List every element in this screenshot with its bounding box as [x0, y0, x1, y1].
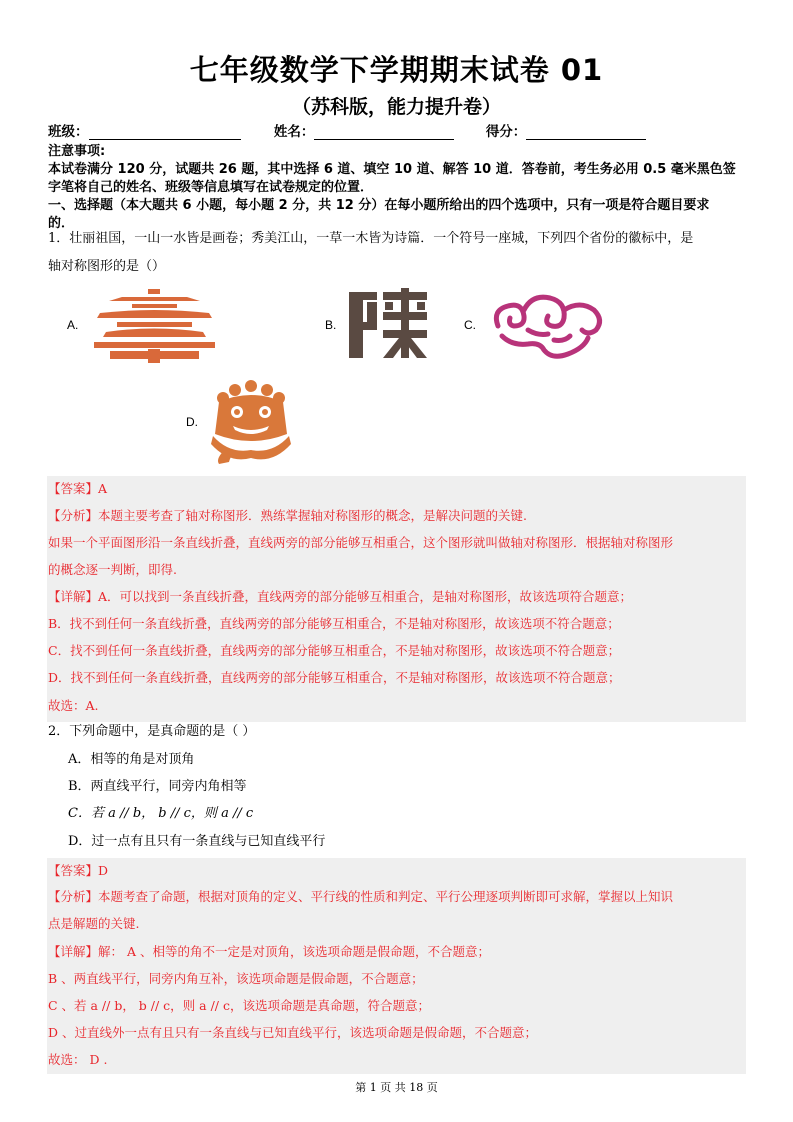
notice-line-2: 字笔将自己的姓名、班级等信息填写在试卷规定的位置．	[48, 180, 374, 195]
q2-answer: 【答案】D	[48, 863, 109, 878]
name-label: 姓名：	[273, 124, 315, 140]
q2-detail-line-2: B 、两直线平行，同旁内角互补，该选项命题是假命题，不合题意；	[48, 971, 424, 986]
name-field[interactable]	[314, 125, 454, 140]
q1-detail-line-3: C．找不到任何一条直线折叠，直线两旁的部分能够互相重合，不是轴对称图形，故该选项不符合题意；	[48, 643, 621, 658]
section-heading-line-1: 一、选择题（本大题共 6 小题，每小题 2 分，共 12 分）在每小题所给出的四个选项中，只有一项是符合题目要求	[48, 198, 710, 213]
page-footer: 第 1 页 共 18 页	[355, 1081, 438, 1094]
q1-answer: 【答案】A	[48, 481, 108, 496]
class-label: 班级：	[48, 124, 89, 140]
q2-analysis-line-2: 点是解题的关键.	[48, 916, 140, 931]
q1-detail-line-4: D．找不到任何一条直线折叠，直线两旁的部分能够互相重合，不是轴对称图形，故该选项不符合题意；	[48, 670, 621, 685]
class-field[interactable]	[89, 125, 241, 140]
q2-analysis-line-1: 【分析】本题考查了命题，根据对顶角的定义、平行线的性质和判定、平行公理逐项判断即可求解，掌握以上知识	[48, 889, 674, 904]
q2-detail-line-3: C 、若 a // b， b // c，则 a // c，该选项命题是真命题，符合题意；	[48, 998, 430, 1013]
score-label: 得分：	[485, 124, 527, 140]
q1-detail-line-2: B．找不到任何一条直线折叠，直线两旁的部分能够互相重合，不是轴对称图形，故该选项不符合题意；	[48, 616, 620, 631]
pagoda-logo-icon	[92, 287, 217, 363]
notice-heading: 注意事项:	[48, 144, 106, 159]
q1-analysis-line-2: 如果一个平面图形沿一条直线折叠，直线两旁的部分能够互相重合，这个图形就叫做轴对称图形．根据轴对称图形	[48, 535, 674, 550]
q2-option-d: D．过一点有且只有一条直线与已知直线平行	[68, 834, 326, 849]
student-info-row	[48, 120, 646, 140]
notice-line-1: 本试卷满分 120 分，试题共 26 题，其中选择 6 道、填空 10 道、解答 10 道．答卷前，考生务必用 0.5 毫米黑色签	[48, 162, 736, 177]
shaanxi-logo-icon	[345, 288, 431, 362]
q1-conclusion: 故选：A.	[48, 698, 99, 713]
q1-detail-line-1: 【详解】A．可以找到一条直线折叠，直线两旁的部分能够互相重合，是轴对称图形，故该选项符合题意；	[48, 589, 633, 604]
q1-option-c-label: C.	[464, 318, 476, 332]
q1-stem-line-2: 轴对称图形的是（）	[48, 259, 166, 274]
cloud-logo-icon	[488, 290, 608, 362]
q1-analysis-line-1: 【分析】本题主要考查了轴对称图形．熟练掌握轴对称图形的概念，是解决问题的关键.	[48, 508, 527, 523]
q1-option-b-label: B.	[325, 318, 337, 332]
q2-conclusion: 故选： D .	[48, 1052, 108, 1067]
q1-option-d-label: D.	[186, 415, 198, 429]
q1-stem-line-1: 1．壮丽祖国，一山一水皆是画卷；秀美江山，一草一木皆为诗篇．一个符号一座城，下列四个省份的徽标中，是	[48, 231, 694, 246]
q2-detail-line-4: D 、过直线外一点有且只有一条直线与已知直线平行，该选项命题是假命题，不合题意；	[48, 1025, 537, 1040]
page-title: 七年级数学下学期期末试卷 01	[189, 53, 604, 87]
section-heading-line-2: 的．	[48, 216, 75, 231]
q2-option-a: A．相等的角是对顶角	[68, 752, 195, 767]
score-field[interactable]	[526, 125, 646, 140]
page-subtitle: （苏科版，能力提升卷）	[291, 96, 501, 118]
q2-detail-line-1: 【详解】解： A 、相等的角不一定是对顶角，该选项命题是假命题，不合题意；	[48, 944, 490, 959]
q1-analysis-line-3: 的概念逐一判断，即得.	[48, 562, 177, 577]
q2-option-c: C．若 a // b， b // c，则 a // c	[68, 806, 254, 821]
q2-stem: 2．下列命题中，是真命题的是（ ）	[48, 724, 256, 739]
lion-dance-logo-icon	[209, 378, 293, 464]
q1-option-a-label: A.	[67, 318, 79, 332]
q2-option-b: B．两直线平行，同旁内角相等	[68, 779, 247, 794]
